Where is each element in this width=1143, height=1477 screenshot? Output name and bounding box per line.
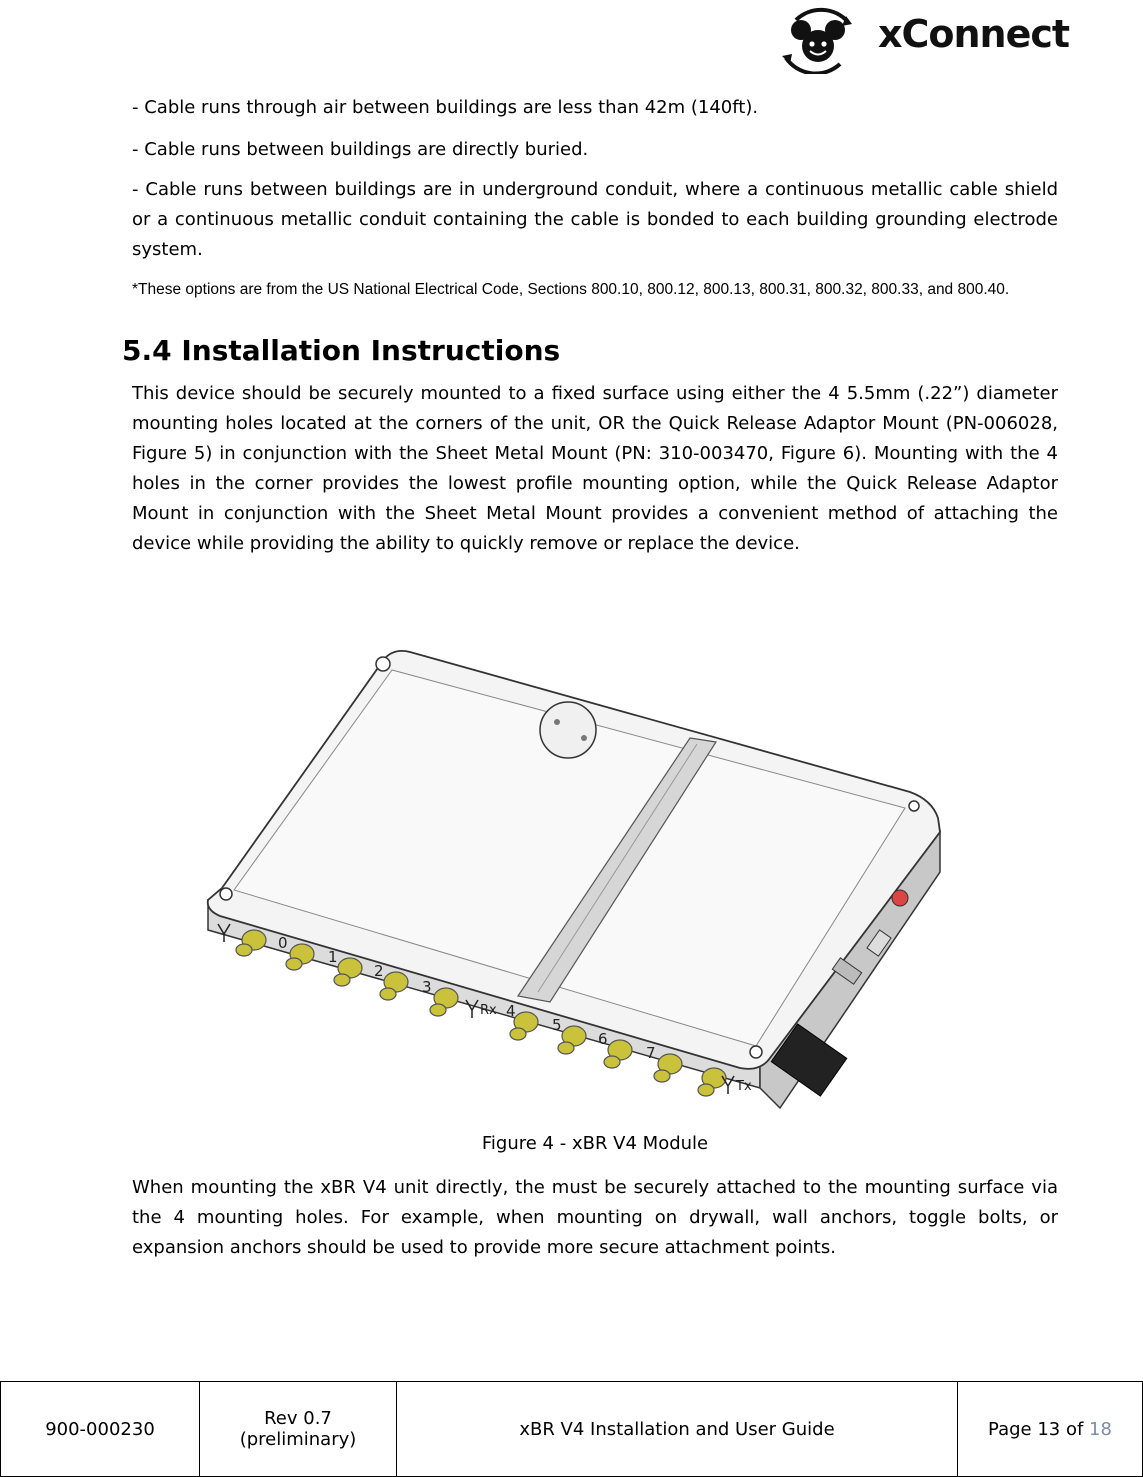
footer-title: xBR V4 Installation and User Guide: [397, 1382, 958, 1477]
mounting-paragraph: When mounting the xBR V4 unit directly, the must be securely attached to the mounting surface via the 4 mounting holes. For example, when mounting on drywall, wall anchors, toggle bolts, or expansion anchors should be used to provide more secure attachment points.: [132, 1177, 1058, 1258]
footer-page-total: 18: [1089, 1418, 1112, 1440]
section-heading: 5.4 Installation Instructions: [122, 334, 561, 367]
installation-paragraph: This device should be securely mounted to a fixed surface using either the 4 5.5mm (.22”) diameter mounting holes located at the corners of the unit, OR the Quick Release Adaptor Mount (PN-006028, Figure 5) in conjunction with the Sheet Metal Mount (PN: 310-003470, Figure 6). Mounting with the 4 holes in the corner provides the lowest profile mounting option, while the Quick Release Adaptor Mount in conjunction with the Sheet Metal Mount provides a convenient method of attaching the device while providing the ability to quickly remove or replace the device.: [132, 383, 1058, 554]
footer-page-prefix: Page 13 of: [988, 1418, 1090, 1440]
port-label-0: 0: [278, 934, 288, 952]
xbr-v4-module-figure: [200, 640, 960, 1120]
bullet-conduit: - Cable runs between buildings are in underground conduit, where a continuous metallic cable shield or a continuous metallic conduit containing the cable is bonded to each building grounding electrode system.: [132, 179, 1058, 260]
xconnect-logo: [776, 6, 1070, 74]
bullet-buried: - Cable runs between buildings are directly buried.: [132, 139, 589, 160]
nec-note: *These options are from the US National Electrical Code, Sections 800.10, 800.12, 800.13, 800.31, 800.32, 800.33, and 800.40.: [132, 281, 1010, 298]
tx-label: Tx: [736, 1079, 752, 1094]
port-label-7: 7: [646, 1044, 656, 1062]
port-label-4: 4: [506, 1002, 516, 1020]
footer-rev: Rev 0.7: [264, 1408, 332, 1429]
port-label-5: 5: [552, 1016, 562, 1034]
port-label-2: 2: [374, 962, 384, 980]
footer-page: [958, 1382, 1143, 1477]
footer-doc-number: 900-000230: [1, 1382, 200, 1477]
module-illustration: [200, 640, 960, 1120]
mouse-ears-icon: [776, 6, 860, 74]
port-label-3: 3: [422, 978, 432, 996]
bullet-air-runs: - Cable runs through air between buildings are less than 42m (140ft).: [132, 97, 759, 118]
rx-label: Rx: [480, 1003, 497, 1018]
port-label-1: 1: [328, 948, 338, 966]
footer-rev-note: (preliminary): [239, 1429, 357, 1450]
logo-text: xConnect: [878, 12, 1070, 56]
port-label-6: 6: [598, 1030, 608, 1048]
footer-table: [0, 1381, 1143, 1477]
footer-revision: [200, 1382, 397, 1477]
figure-caption: Figure 4 - xBR V4 Module: [481, 1133, 709, 1154]
